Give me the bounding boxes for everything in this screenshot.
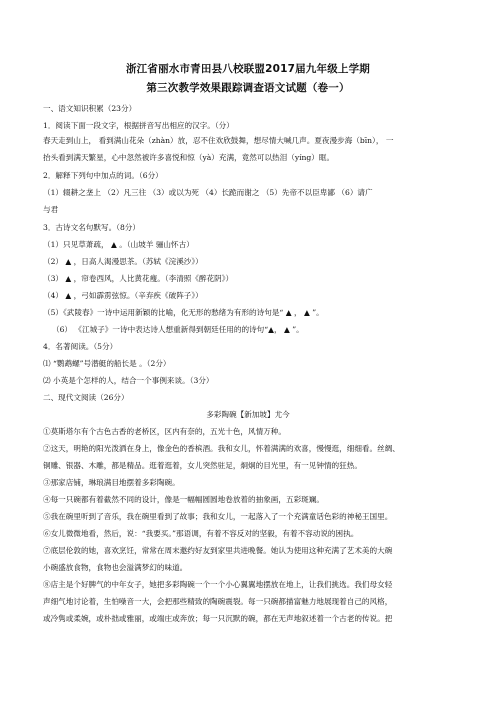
paragraph: 小碗盛放食物，食物也会溢满梦幻的味道。	[43, 563, 188, 572]
question-3: 3．古诗文名句默写。（8分）	[43, 223, 140, 232]
text-line: ⑵ 小英是个怎样的人，结合一个事例来谈。（3分）	[43, 376, 214, 385]
paragraph: ⑥女儿微微地看，然后，说：“我要买。”那语调，有着不容反对的坚毅，有着不容动说的困执。	[43, 529, 359, 538]
text-line: 与君	[43, 205, 59, 214]
page-subtitle: 第三次教学效果跟踪调查语文试题（卷一）	[146, 82, 350, 94]
blank-item: （2） ▲ ，日高人渴漫思茶。（苏轼《浣溪沙》）	[43, 257, 203, 266]
paragraph: ⑧店主是个好脾气的中年女子，她把多彩陶碗一个一个小心翼翼地摆放在地上，让我们挑选。我们母女轻	[43, 580, 393, 589]
page-title: 浙江省丽水市青田县八校联盟2017届九年级上学期	[125, 63, 371, 75]
paragraph: ⑤我在碗里听到了音乐，我在碗里看到了故事；我和女儿，一起落入了一个充满童话色彩的神秘王国里。	[43, 512, 393, 521]
paragraph: 声细气地讨论着，生怕噪音一大，会把那些精致的陶碗震裂。每一只碗都描富魅力地展现着自己的风格，	[43, 597, 393, 606]
text-line: 春天走到山上， 看到满山花朵（zhàn）放，忍不住欢欣鼓舞，想尽情大喊几声。夏夜漫步海（bīn）， 一	[43, 136, 394, 145]
section-heading-2: 二、现代文阅读（26分）	[43, 393, 129, 402]
blank-item: （3） ▲ ，帘卷西风，人比黄花瘦。（李清照《醉花阴》）	[43, 274, 234, 283]
blank-item: （5）《武陵春》一诗中运用新颖的比喻，化无形的愁绪为有形的诗句是“ ▲ ， ▲ ”。	[43, 308, 324, 317]
section-heading-1: 一、语文知识积累（23分）	[43, 104, 137, 113]
text-line: （1）辍耕之垄上 （2）凡三往 （3）或以为死 （4）长跪而谢之 （5）先帝不以臣卑鄙 （6）请广	[43, 188, 373, 197]
question-1: 1．阅读下面一段文字，根据拼音写出相应的汉字。（分）	[43, 121, 234, 130]
paragraph: 铜雕、银器、木雕，都是精品。逛着逛着，女儿突然驻足，炯炯的目光里，有一见钟情的狂热。	[43, 461, 362, 470]
question-2: 2．解释下列句中加点的词。（6分）	[43, 171, 163, 180]
blank-item: （6） 《江城子》一诗中表达诗人想重新得到朝廷任用的的诗句“▲， ▲ ”。	[52, 325, 304, 334]
article-title: 多彩陶碗【新加坡】尤今	[206, 410, 290, 419]
text-line: ⑴ “鹦鹉螺”号潜艇的船长是 。（2分）	[43, 359, 171, 368]
blank-item: （1）只见草萧疏， ▲ 。（山坡羊 骊山怀古）	[43, 240, 194, 249]
paragraph: ②这天，明艳的阳光泼洒在身上，像金色的香槟酒。我和女儿，怀着满满的欢喜，慢慢逛，细细看。丝绸、	[43, 444, 400, 453]
paragraph: ③那家店铺，琳琅满目地摆着多彩陶碗。	[43, 478, 180, 487]
paragraph: ⑦底层伦敦的她，喜欢烹饪，常常在周末邀约好友到家里共进晚餐。她认为使用这种充满了艺术美的大碗	[43, 546, 393, 555]
paragraph: 或冷隽或柔婉，或朴拙或雅丽，或端庄或奔放；每一只沉默的碗，都在无声地叙述着一个古老的传说。把	[43, 614, 393, 623]
text-line: 抬头看到满天繁星，心中忽然被许多喜悦和惊（yà）充满，竟然可以热泪（yíng）眶。	[43, 153, 335, 162]
blank-item: （4） ▲ ，弓如霹雳弦惊。（辛弃疾《破阵子》）	[43, 291, 203, 300]
question-4: 4．名著阅读。（5分）	[43, 342, 118, 351]
paragraph: ①莫斯塔尔有个古色古香的老桥区，区内有奈的，五光十色，风情万种。	[43, 427, 286, 436]
paragraph: ④每一只碗都有着截然不同的设计，像是一幅幅圆圆地卷放着的抽象画，五彩斑斓。	[43, 495, 324, 504]
